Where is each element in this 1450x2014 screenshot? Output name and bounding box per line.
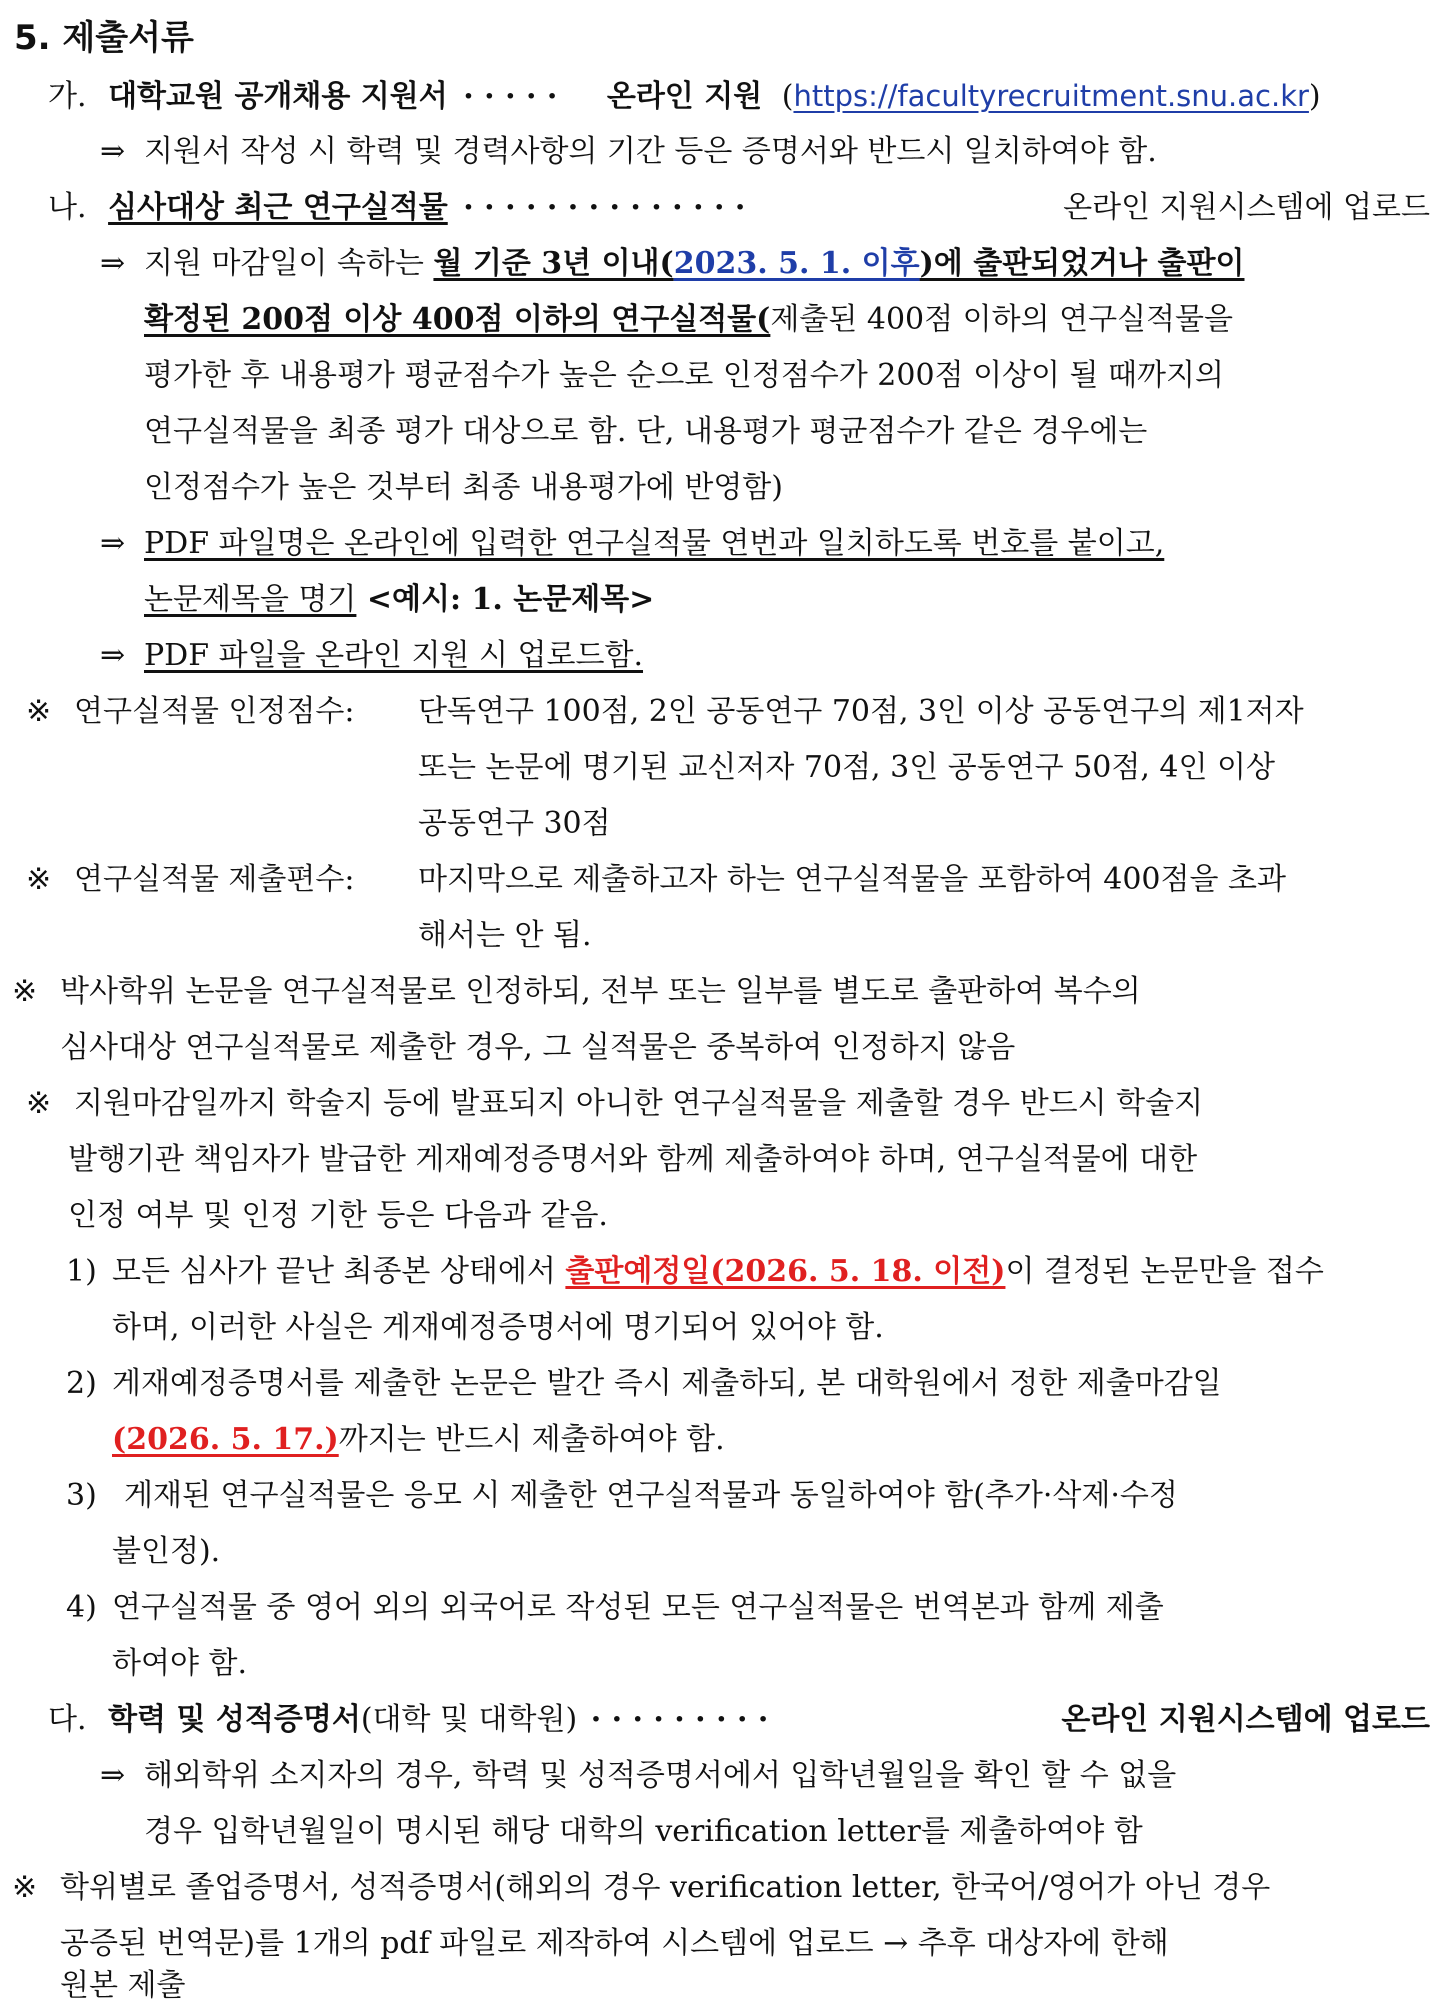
- item-na-b1-l4: 연구실적물을 최종 평가 대상으로 함. 단, 내용평가 평균점수가 같은 경우에는: [144, 414, 1148, 449]
- item-da-line: [48, 1692, 1450, 1748]
- text: PDF 파일을 온라인 지원 시 업로드함.: [144, 638, 644, 673]
- score-note-value-l3: 공동연구 30점: [418, 806, 611, 841]
- subitem-3-l2: 불인정).: [112, 1534, 221, 1569]
- deadline-criterion-end: )에 출판되었거나 출판이: [919, 246, 1245, 281]
- item-na-b1-l3: 평가한 후 내용평가 평균점수가 높은 순으로 인정점수가 200점 이상이 될 때까지의: [144, 358, 1224, 393]
- item-ga-label: 가.: [48, 79, 87, 114]
- text: 박사학위 논문을 연구실적물로 인정하되, 전부 또는 일부를 별도로 출판하여 복수의: [60, 974, 1141, 1009]
- subitem-3-number: 3): [66, 1478, 97, 1513]
- score-note-label: 연구실적물 인정점수:: [74, 694, 355, 729]
- item-na-b3: [100, 628, 1450, 684]
- final-note-l1: [12, 1860, 1450, 1916]
- item-ga-line: [48, 68, 1450, 124]
- cutoff-date: 2023. 5. 1. 이후: [673, 246, 920, 281]
- text: 이 결정된 논문만을 접수: [1005, 1254, 1324, 1289]
- subitem-2-number: 2): [66, 1366, 97, 1401]
- score-range-criterion: 확정된 200점 이상 400점 이하의 연구실적물(: [144, 302, 771, 337]
- subitem-4-l2: 하여야 함.: [112, 1646, 247, 1681]
- item-ga-method: 온라인 지원: [606, 79, 763, 114]
- text: 게재된 연구실적물은 응모 시 제출한 연구실적물과 동일하여야 함(추가·삭제·수정: [124, 1478, 1178, 1513]
- item-da-title: 학력 및 성적증명서: [108, 1702, 361, 1737]
- count-note-value-l1: 마지막으로 제출하고자 하는 연구실적물을 포함하여 400점을 초과: [418, 862, 1286, 897]
- text: PDF 파일명은 온라인에 입력한 연구실적물 연번과 일치하도록 번호를 붙이고,: [144, 526, 1165, 561]
- reference-mark-icon: ※: [26, 694, 52, 729]
- item-na-label: 나.: [48, 190, 87, 225]
- item-na-b1-l2: [144, 292, 1450, 348]
- text: 모든 심사가 끝난 최종본 상태에서: [112, 1254, 566, 1289]
- subitem-4-l1: [66, 1580, 1450, 1636]
- subitem-1-l1: [66, 1244, 1450, 1300]
- text: 지원마감일까지 학술지 등에 발표되지 아니한 연구실적물을 제출할 경우 반드시 학술지: [74, 1086, 1204, 1121]
- url-open-paren: (: [781, 79, 794, 114]
- item-da-label: 다.: [48, 1702, 87, 1737]
- subitem-2-l2: [112, 1412, 1450, 1468]
- item-na-b1-l5: 인정점수가 높은 것부터 최종 내용평가에 반영함): [144, 470, 783, 505]
- score-note-value-l1: 단독연구 100점, 2인 공동연구 70점, 3인 이상 공동연구의 제1저자: [418, 694, 1304, 729]
- text: 연구실적물 중 영어 외의 외국어로 작성된 모든 연구실적물은 번역본과 함께 제출: [112, 1590, 1164, 1625]
- subitem-1-number: 1): [66, 1254, 97, 1289]
- item-na-b2-l2: [144, 572, 1450, 628]
- section-title: 5. 제출서류: [14, 18, 194, 58]
- item-ga-note-text: 지원서 작성 시 학력 및 경력사항의 기간 등은 증명서와 반드시 일치하여야 함.: [144, 134, 1157, 169]
- item-na-b1-l1: [100, 236, 1450, 292]
- item-ga-title: 대학교원 공개채용 지원서: [108, 79, 448, 114]
- reference-mark-icon: ※: [12, 974, 38, 1009]
- text: 까지는 반드시 제출하여야 함.: [338, 1422, 725, 1457]
- unpub-note-l1: [26, 1076, 1450, 1132]
- subitem-1-l2: 하며, 이러한 사실은 게재예정증명서에 명기되어 있어야 함.: [112, 1310, 884, 1345]
- item-na-title: 심사대상 최근 연구실적물: [108, 190, 448, 225]
- item-na-method: 온라인 지원시스템에 업로드: [1063, 190, 1430, 225]
- item-na-b2-l1: [100, 516, 1450, 572]
- final-note-l2: 공증된 번역문)를 1개의 pdf 파일로 제작하여 시스템에 업로드 → 추후 대상자에 한해: [60, 1926, 1169, 1961]
- text: 학위별로 졸업증명서, 성적증명서(해외의 경우 verification letter, 한국어/영어가 아닌 경우: [60, 1870, 1271, 1905]
- item-na-line: [48, 180, 1450, 236]
- item-na-dots: · · · · · · · · · · · · · ·: [463, 190, 746, 225]
- publication-deadline: 출판예정일(2026. 5. 18. 이전): [565, 1254, 1006, 1289]
- arrow-icon: ⇒: [100, 134, 126, 169]
- reference-mark-icon: ※: [26, 862, 52, 897]
- deadline-criterion: 월 기준 3년 이내(: [433, 246, 674, 281]
- unpub-note-l2: 발행기관 책임자가 발급한 게재예정증명서와 함께 제출하여야 하며, 연구실적물에 대한: [68, 1142, 1198, 1177]
- reference-mark-icon: ※: [12, 1870, 38, 1905]
- subitem-3-l1: [66, 1468, 1450, 1524]
- unpub-note-l3: 인정 여부 및 인정 기한 등은 다음과 같음.: [68, 1198, 608, 1233]
- subitem-2-l1: [66, 1356, 1450, 1412]
- score-note-value-l2: 또는 논문에 명기된 교신저자 70점, 3인 공동연구 50점, 4인 이상: [418, 750, 1275, 785]
- item-da-note-l1: [100, 1748, 1450, 1804]
- text: 게재예정증명서를 제출한 논문은 발간 즉시 제출하되, 본 대학원에서 정한 제출마감일: [112, 1366, 1222, 1401]
- arrow-icon: ⇒: [100, 638, 126, 673]
- count-note-value-l2: 해서는 안 됨.: [418, 918, 592, 953]
- item-da-title-suffix: (대학 및 대학원): [360, 1702, 578, 1737]
- arrow-icon: ⇒: [100, 1758, 126, 1793]
- item-da-dots: · · · · · · · · ·: [590, 1702, 769, 1737]
- text: 지원 마감일이 속하는: [144, 246, 434, 281]
- phd-note-l2: 심사대상 연구실적물로 제출한 경우, 그 실적물은 중복하여 인정하지 않음: [60, 1030, 1016, 1065]
- subitem-4-number: 4): [66, 1590, 97, 1625]
- item-da-method: 온라인 지원시스템에 업로드: [1061, 1702, 1430, 1737]
- item-ga-dots: · · · · ·: [463, 79, 558, 114]
- arrow-icon: ⇒: [100, 246, 126, 281]
- final-note-l3: 원본 제출: [60, 1968, 186, 2003]
- text: 해외학위 소지자의 경우, 학력 및 성적증명서에서 입학년월일을 확인 할 수 없을: [144, 1758, 1177, 1793]
- item-da-note-l2: 경우 입학년월일이 명시된 해당 대학의 verification letter를 제출하여야 함: [144, 1814, 1143, 1849]
- recruitment-url-link[interactable]: https://facultyrecruitment.snu.ac.kr: [793, 79, 1309, 113]
- submission-deadline: (2026. 5. 17.): [112, 1422, 339, 1457]
- arrow-icon: ⇒: [100, 526, 126, 561]
- reference-mark-icon: ※: [26, 1086, 52, 1121]
- text: 논문제목을 명기: [144, 582, 357, 617]
- filename-example: <예시: 1. 논문제목>: [356, 582, 655, 617]
- phd-note-l1: [12, 964, 1450, 1020]
- text: 제출된 400점 이하의 연구실적물을: [770, 302, 1233, 337]
- item-ga-note: [100, 124, 1450, 180]
- url-close-paren: ): [1308, 79, 1321, 114]
- count-note-label: 연구실적물 제출편수:: [74, 862, 355, 897]
